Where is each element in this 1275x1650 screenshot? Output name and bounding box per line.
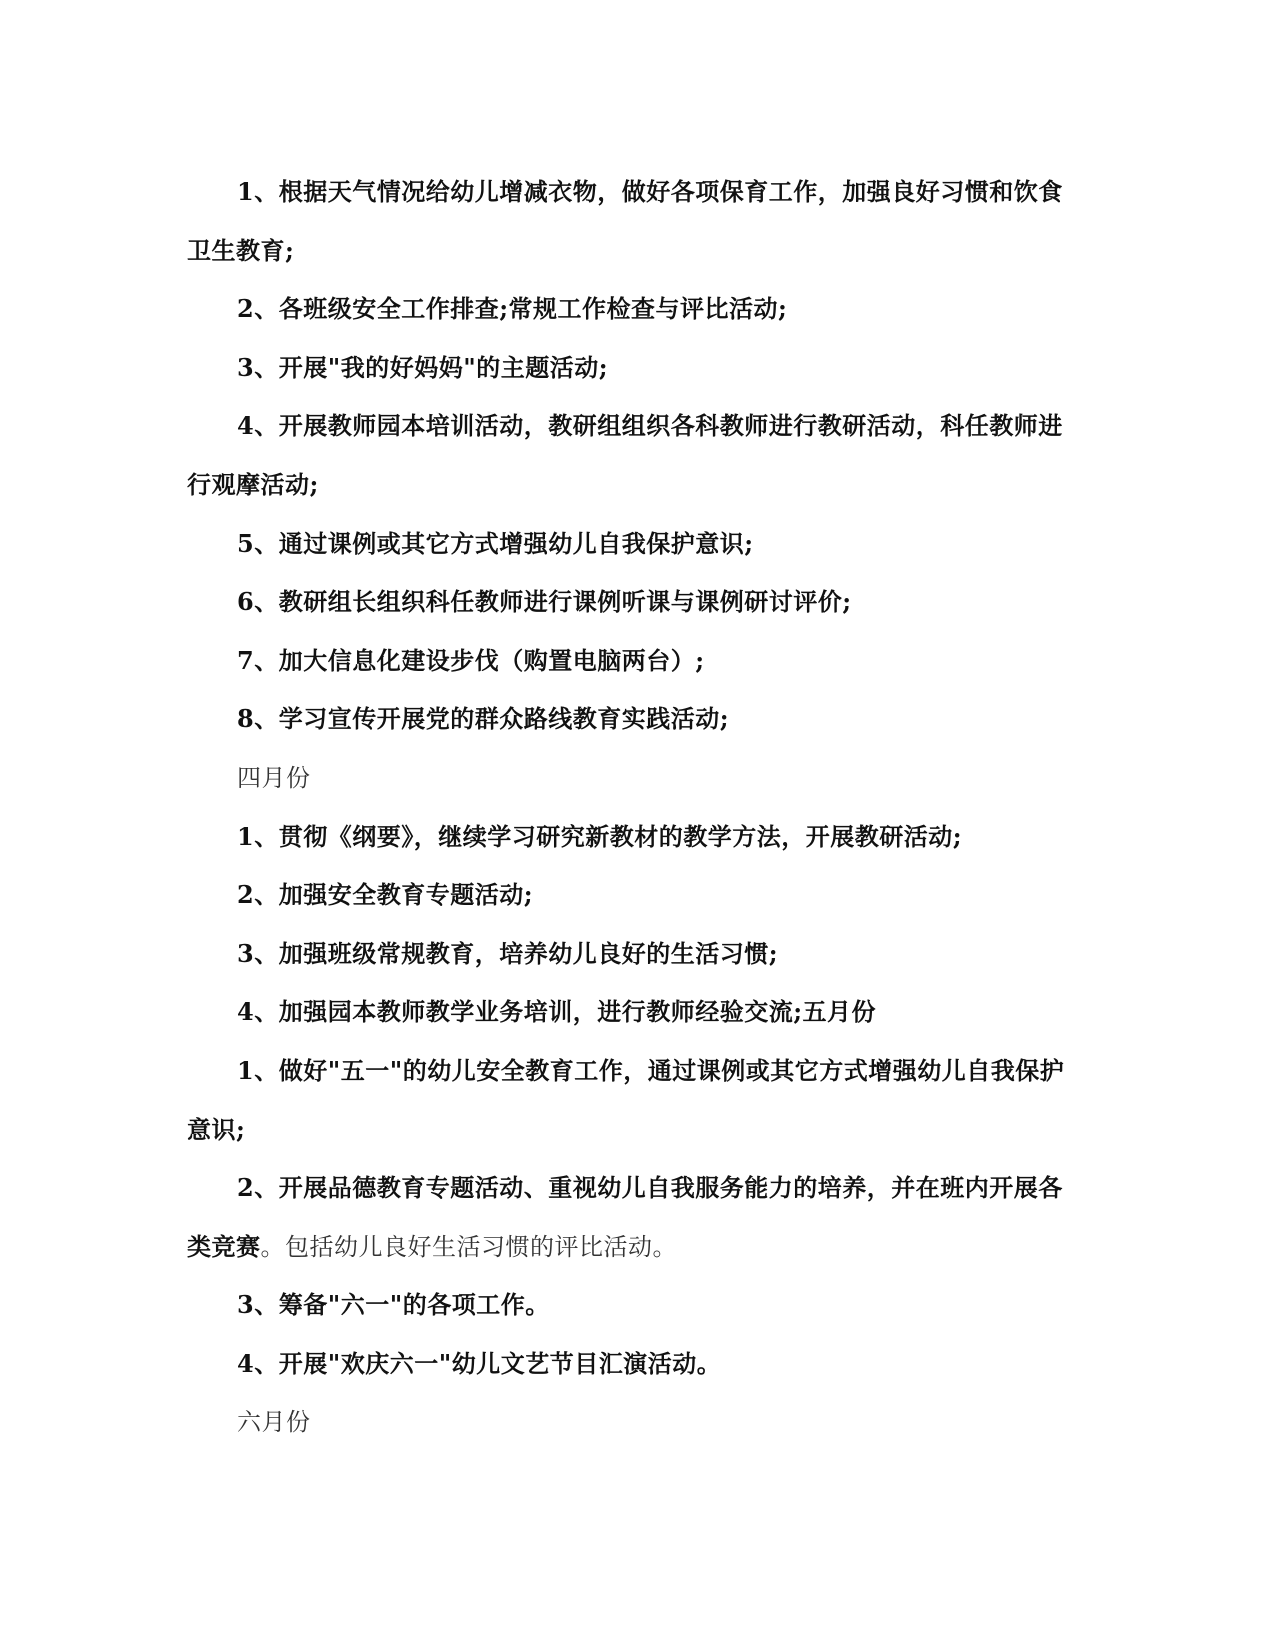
list-item-march-5: 5、通过课例或其它方式增强幼儿自我保护意识; <box>237 528 754 558</box>
list-item-may-2: 2、开展品德教育专题活动、重视幼儿自我服务能力的培养，并在班内开展各 <box>237 1173 1063 1203</box>
list-item-may-1: 1、做好"五一"的幼儿安全教育工作，通过课例或其它方式增强幼儿自我保护 <box>237 1055 1065 1085</box>
list-item-march-1-continued: 卫生教育; <box>187 235 295 265</box>
list-item-may-1-continued: 意识; <box>187 1114 246 1144</box>
list-item-march-4: 4、开展教师园本培训活动，教研组组织各科教师进行教研活动，科任教师进 <box>237 411 1063 441</box>
list-item-march-3: 3、开展"我的好妈妈"的主题活动; <box>237 352 609 382</box>
list-item-march-1: 1、根据天气情况给幼儿增减衣物，做好各项保育工作，加强良好习惯和饮食 <box>237 177 1063 206</box>
list-item-march-8: 8、学习宣传开展党的群众路线教育实践活动; <box>237 704 730 734</box>
list-item-march-7: 7、加大信息化建设步伐（购置电脑两台）; <box>237 645 705 675</box>
list-item-march-4-continued: 行观摩活动; <box>187 469 319 499</box>
list-item-may-2-bold-part: 类竞赛 <box>187 1231 261 1261</box>
list-item-may-2-continued <box>187 1218 1072 1277</box>
list-item-march-2: 2、各班级安全工作排查;常规工作检查与评比活动; <box>237 294 788 324</box>
section-heading-june: 六月份 <box>237 1408 311 1437</box>
document-body <box>187 163 1072 1452</box>
list-item-may-2-light-part: 。包括幼儿良好生活习惯的评比活动。 <box>260 1232 677 1261</box>
list-item-april-1: 1、贯彻《纲要》，继续学习研究新教材的教学方法，开展教研活动; <box>237 821 963 851</box>
list-item-may-4: 4、开展"欢庆六一"幼儿文艺节目汇演活动。 <box>237 1348 722 1378</box>
list-item-april-2: 2、加强安全教育专题活动; <box>237 880 534 910</box>
list-item-april-4: 4、加强园本教师教学业务培训，进行教师经验交流;五月份 <box>237 997 877 1027</box>
list-item-april-3: 3、加强班级常规教育，培养幼儿良好的生活习惯; <box>237 938 779 968</box>
section-heading-april: 四月份 <box>237 763 311 792</box>
list-item-may-3: 3、筹备"六一"的各项工作。 <box>237 1290 550 1320</box>
list-item-march-6: 6、教研组长组织科任教师进行课例听课与课例研讨评价; <box>237 587 852 617</box>
